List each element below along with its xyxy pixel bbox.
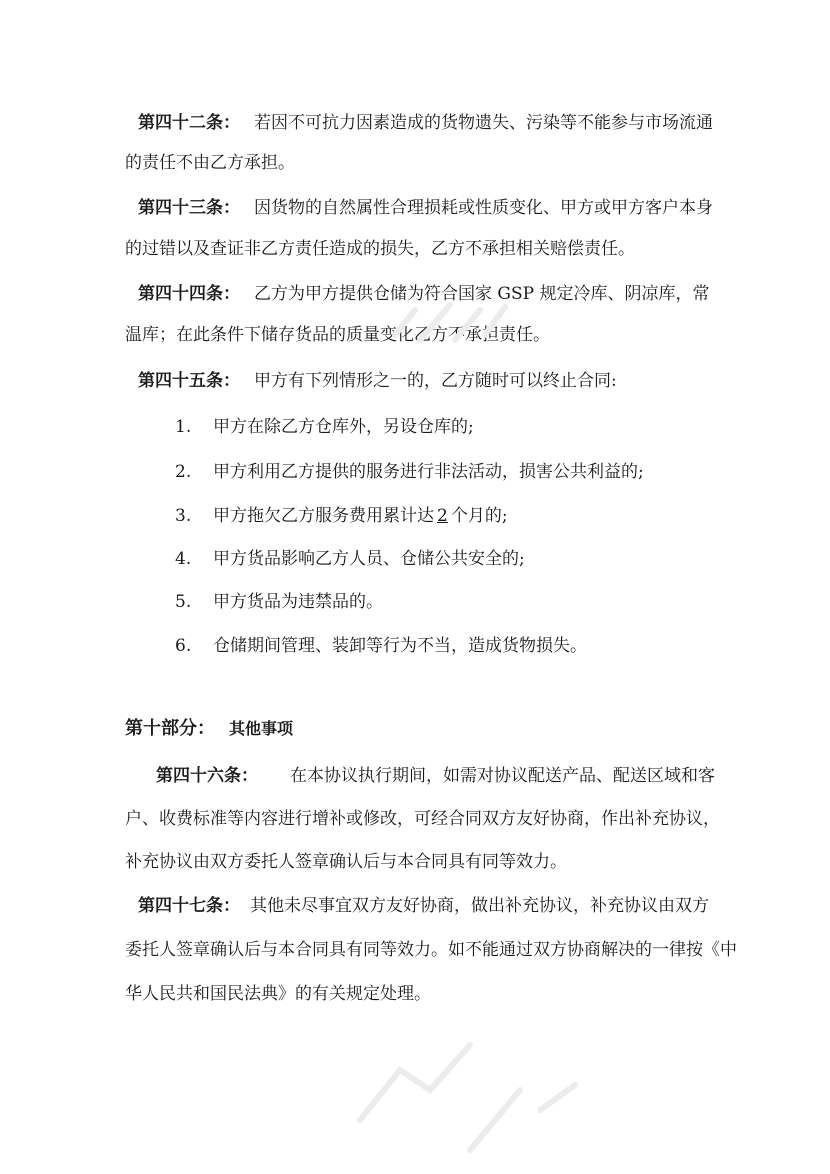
list-item-text: 甲方拖欠乙方服务费用累计达 [213,506,434,526]
list-item [175,460,644,484]
article-47-text1: 其他未尽事宜双方友好协商，做出补充协议，补充协议由双方 [250,896,709,916]
article-44-text1: 乙方为甲方提供仓储为符合国家 GSP 规定冷库、阴凉库，常 [254,284,710,304]
list-item [175,634,587,658]
list-item [175,590,383,614]
article-46-line1 [156,764,715,788]
article-45-label: 第四十五条： [138,371,240,391]
article-47-label: 第四十七条： [138,896,240,916]
article-43-line2: 的过错以及查证非乙方责任造成的损失，乙方不承担相关赔偿责任。 [125,239,635,259]
article-44-line2: 温库；在此条件下储存货品的质量变化乙方不承担责任。 [125,325,550,345]
article-47-line2: 委托人签章确认后与本合同具有同等效力。如不能通过双方协商解决的一律按《中 [125,940,737,960]
article-42-label: 第四十二条： [138,113,240,133]
article-45-text1: 甲方有下列情形之一的，乙方随时可以终止合同: [254,371,617,391]
list-item-text: 甲方货品为违禁品的。 [213,592,383,612]
list-item-number: 4. [175,549,192,569]
article-45-line1 [138,369,617,393]
list-item-text: 甲方利用乙方提供的服务进行非法活动，损害公共利益的; [213,462,644,482]
list-item [175,415,474,439]
list-item-number: 1. [175,417,192,437]
article-46-label: 第四十六条： [156,766,258,786]
list-item-text-after: 个月的; [450,506,508,526]
article-42-line2: 的责任不由乙方承担。 [125,153,295,173]
article-43-line1 [138,196,713,220]
section-heading [125,717,293,741]
article-44-label: 第四十四条： [138,284,240,304]
list-item-text: 甲方货品影响乙方人员、仓储公共安全的; [213,549,525,569]
section-title: 其他事项 [229,719,294,738]
article-42-line1 [138,111,718,135]
list-item-text: 甲方在除乙方仓库外，另设仓库的; [213,417,474,437]
list-item [175,547,525,571]
article-43-text1: 因货物的自然属性合理损耗或性质变化、甲方或甲方客户本身 [254,198,713,218]
list-item-number: 2. [175,462,192,482]
article-44-line1 [138,282,709,306]
article-47-line3: 华人民共和国民法典》的有关规定处理。 [125,984,431,1004]
article-42-text1: 若因不可抗力因素造成的货物遗失、污染等不能参与市场流通 [254,113,713,133]
article-46-line3: 补充协议由双方委托人签章确认后与本合同具有同等效力。 [125,852,567,872]
list-item-number: 3. [175,506,192,526]
article-46-line2: 户、收费标准等内容进行增补或修改，可经合同双方友好协商，作出补充协议， [125,809,720,829]
months-value: 2 [437,506,448,526]
article-43-label: 第四十三条： [138,198,240,218]
article-46-text1: 在本协议执行期间，如需对协议配送产品、配送区域和客 [290,766,715,786]
list-item-text: 仓储期间管理、装卸等行为不当，造成货物损失。 [213,636,587,656]
list-item [175,504,508,528]
article-47-line1 [138,894,709,918]
list-item-number: 5. [175,592,192,612]
section-label: 第十部分： [125,718,215,739]
list-item-number: 6. [175,636,192,656]
